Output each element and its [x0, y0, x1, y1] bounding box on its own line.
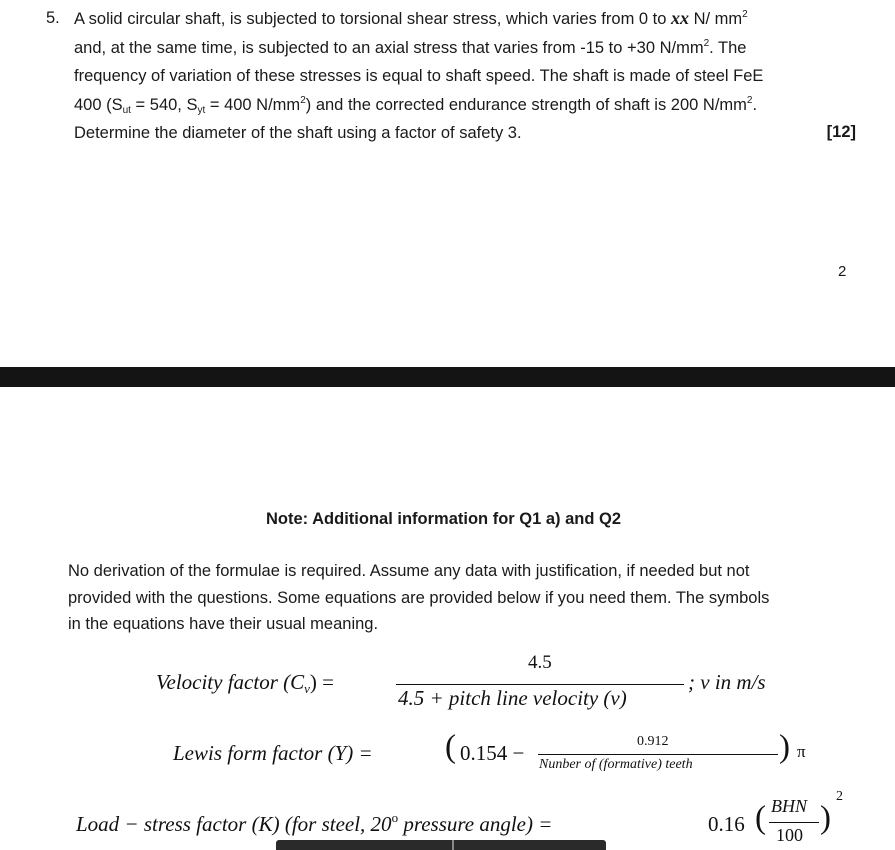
load-exponent: 2	[836, 789, 843, 804]
q5-line4-b: = 540, S	[130, 95, 198, 114]
question-line-4	[74, 91, 854, 120]
velocity-lhs-text: Velocity factor (C	[156, 670, 305, 694]
note-line-1: No derivation of the formulae is required. Assume any data with justification, if needed but not	[68, 562, 750, 580]
q5-line4-sup1: 2	[300, 94, 306, 106]
note-line-3: in the equations have their usual meaning.	[68, 615, 379, 633]
velocity-lhs-close: ) =	[309, 670, 335, 694]
load-denominator: 100	[776, 825, 803, 845]
q5-line1-post: N/ mm	[689, 10, 743, 28]
q5-line1-pre: A solid circular shaft, is subjected to torsional shear stress, which varies from 0 to	[74, 10, 671, 28]
load-lhs-text: Load − stress factor (K) (for steel, 20	[76, 812, 392, 836]
lewis-numerator: 0.912	[637, 734, 669, 749]
q5-line4-d: ) and the corrected endurance strength of shaft is 200 N/mm	[305, 95, 747, 114]
q5-line4-c: = 400 N/mm	[205, 95, 301, 114]
q5-sub-yt: yt	[197, 104, 206, 116]
page-number: 2	[838, 263, 847, 280]
load-lhs	[76, 812, 552, 837]
q5-line4-a: 400 (S	[74, 95, 123, 114]
velocity-lhs	[156, 670, 334, 695]
question-line-5: Determine the diameter of the shaft using a factor of safety 3.	[74, 124, 522, 142]
lewis-open-paren: (	[445, 729, 456, 765]
lewis-lhs: Lewis form factor (Y) =	[173, 741, 373, 765]
load-lhs-sup: o	[391, 810, 399, 825]
lewis-denominator: Nunber of (formative) teeth	[539, 757, 693, 772]
bottom-toolbar-edge	[276, 840, 606, 850]
note-body	[68, 558, 868, 638]
question-body	[74, 4, 854, 148]
load-lhs-tail: pressure angle) =	[398, 812, 553, 836]
lewis-fraction-bar	[538, 754, 778, 755]
q5-variable-xx: xx	[671, 8, 689, 28]
q5-line4-sup2: 2	[746, 94, 753, 106]
question-line-2	[74, 34, 854, 63]
question-line-3: frequency of variation of these stresses is equal to shaft speed. The shaft is made of steel FeE	[74, 67, 764, 85]
load-coefficient: 0.16	[708, 812, 745, 836]
question-marks: [12]	[826, 123, 856, 141]
q5-line2-sup: 2	[703, 37, 710, 49]
velocity-lhs-sub: v	[304, 681, 310, 696]
lewis-close-paren: )	[779, 729, 790, 765]
load-numerator: BHN	[771, 796, 807, 816]
load-open-paren: (	[755, 800, 766, 836]
velocity-numerator: 4.5	[528, 652, 552, 673]
question-line-1	[74, 4, 854, 34]
q5-sub-ut: ut	[122, 104, 131, 116]
q5-line1-sup: 2	[742, 9, 748, 20]
question-number: 5.	[46, 9, 60, 27]
velocity-suffix: ; v in m/s	[688, 670, 766, 694]
page-break-divider	[0, 367, 895, 387]
q5-line2-post: . The	[709, 38, 747, 57]
lewis-constant: 0.154 −	[460, 741, 525, 765]
note-title: Note: Additional information for Q1 a) and Q2	[266, 510, 622, 528]
lewis-pi: π	[797, 742, 806, 761]
load-fraction-bar	[769, 822, 819, 823]
note-line-2: provided with the questions. Some equations are provided below if you need them. The symbols	[68, 588, 770, 607]
velocity-denominator: 4.5 + pitch line velocity (v)	[398, 686, 627, 710]
q5-line2-pre: and, at the same time, is subjected to an axial stress that varies from -15 to +30 N/mm	[74, 38, 704, 57]
q5-line4-e: .	[752, 95, 758, 114]
load-close-paren: )	[820, 800, 831, 836]
